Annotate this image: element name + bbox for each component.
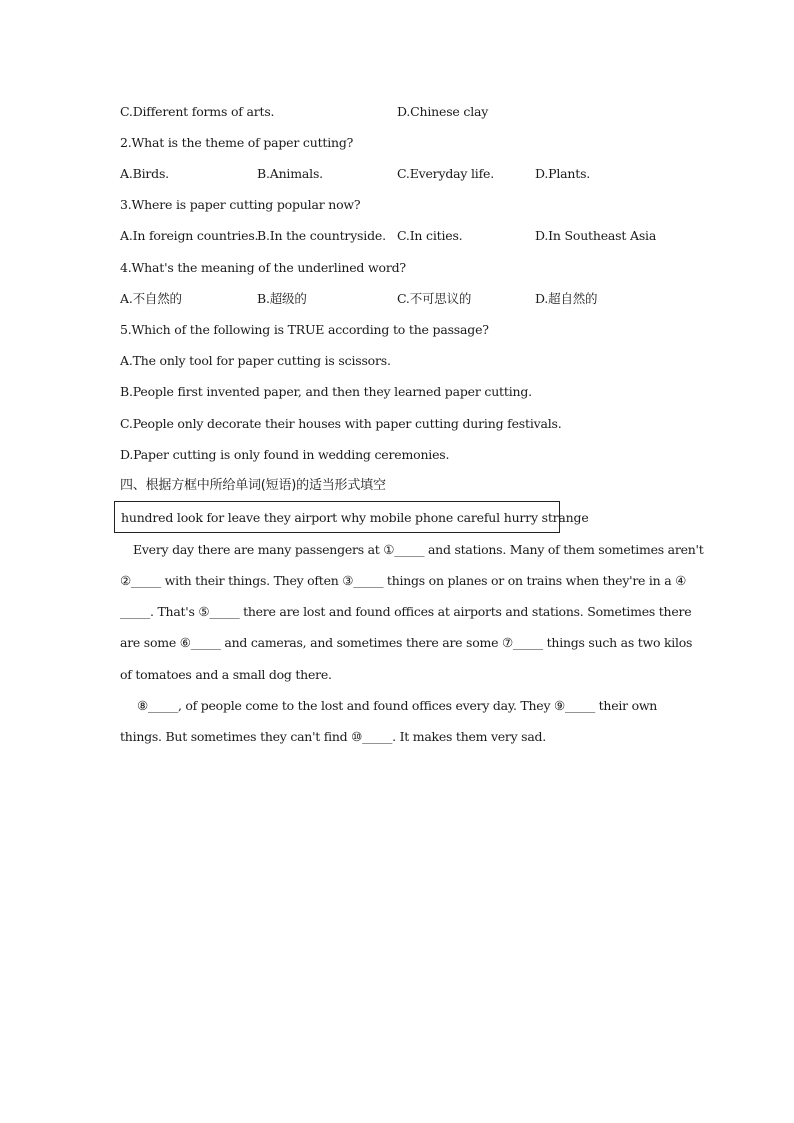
word-box: hundred look for leave they airport why mobile phone careful hurry strange bbox=[114, 501, 560, 533]
q5-option-c: C.People only decorate their houses with paper cutting during festivals. bbox=[120, 416, 562, 431]
q1-option-c: C.Different forms of arts. bbox=[120, 104, 275, 119]
passage-line-3: _____. That's ⑤_____ there are lost and found offices at airports and stations. Sometimes there bbox=[120, 604, 692, 619]
passage-line-4: are some ⑥_____ and cameras, and sometimes there are some ⑦_____ things such as two kilos bbox=[120, 635, 693, 650]
passage-line-2: ②_____ with their things. They often ③_____ things on planes or on trains when they're in a ④ bbox=[120, 573, 687, 588]
q3-option-a: A.In foreign countries. bbox=[120, 228, 259, 243]
passage-line-6: ⑧_____, of people come to the lost and found offices every day. They ⑨_____ their own bbox=[137, 698, 658, 713]
q1-option-d: D.Chinese clay bbox=[397, 104, 489, 119]
q4-question: 4.What's the meaning of the underlined word? bbox=[120, 260, 406, 275]
q4-option-c: C.不可思议的 bbox=[397, 291, 472, 306]
q5-option-d: D.Paper cutting is only found in wedding ceremonies. bbox=[120, 447, 450, 462]
passage-line-5: of tomatoes and a small dog there. bbox=[120, 667, 332, 682]
q5-option-b: B.People first invented paper, and then they learned paper cutting. bbox=[120, 384, 532, 399]
q4-option-b: B.超级的 bbox=[257, 291, 307, 306]
q2-option-c: C.Everyday life. bbox=[397, 166, 494, 181]
q5-option-a: A.The only tool for paper cutting is scissors. bbox=[120, 353, 391, 368]
q3-question: 3.Where is paper cutting popular now? bbox=[120, 197, 361, 212]
q4-option-a: A.不自然的 bbox=[120, 291, 182, 306]
q3-option-c: C.In cities. bbox=[397, 228, 463, 243]
q2-question: 2.What is the theme of paper cutting? bbox=[120, 135, 354, 150]
q2-option-b: B.Animals. bbox=[257, 166, 323, 181]
passage-line-7: things. But sometimes they can't find ⑩_____. It makes them very sad. bbox=[120, 729, 547, 744]
q3-option-d: D.In Southeast Asia bbox=[535, 228, 657, 243]
q5-question: 5.Which of the following is TRUE according to the passage? bbox=[120, 322, 489, 337]
q2-option-a: A.Birds. bbox=[120, 166, 169, 181]
q2-option-d: D.Plants. bbox=[535, 166, 591, 181]
q3-option-b: B.In the countryside. bbox=[257, 228, 386, 243]
q4-option-d: D.超自然的 bbox=[535, 291, 598, 306]
section-heading: 四、根据方框中所给单词(短语)的适当形式填空 bbox=[120, 478, 386, 493]
passage-line-1: Every day there are many passengers at ①_____ and stations. Many of them sometimes aren't bbox=[133, 542, 704, 557]
